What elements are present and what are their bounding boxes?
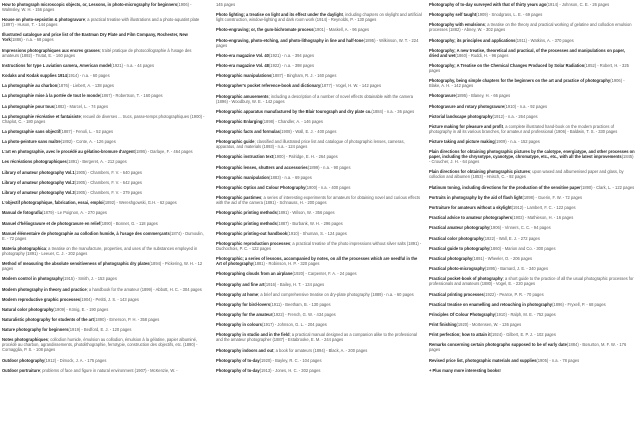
book-entry bbox=[216, 312, 422, 317]
book-title: Photographic Optics and Colour Photography bbox=[216, 185, 306, 190]
book-title: La photographie récréative et fantaisiste bbox=[2, 113, 81, 119]
book-entry bbox=[216, 154, 422, 159]
book-title: Picture taking and picture making bbox=[429, 139, 495, 145]
book-details: (1884) - n.a. - 36 pages bbox=[371, 108, 415, 114]
more-books-note: + Plus many more interesting books! bbox=[429, 367, 501, 373]
book-details: (1920) - Mortensen, W. - 136 pages bbox=[456, 322, 522, 328]
book-title: Plain directions for obtaining photographic pictures bbox=[429, 169, 530, 175]
book-details: (1892) - Wereshgowski, G.H. - 62 pages bbox=[103, 200, 177, 206]
book-title: Photographic printing methods bbox=[216, 210, 277, 216]
book-title: Natural color photography bbox=[2, 306, 54, 312]
book-entry bbox=[429, 114, 635, 119]
book-title: Photographic manipulation bbox=[216, 174, 269, 180]
book-details: ; a practical treatise of the photo impressions without silver salts (1891) - Duchochois, P. C. - 122 pages bbox=[216, 240, 422, 251]
book-title: Photographic amusements bbox=[216, 93, 269, 99]
book-title: Photography for bird-lovers bbox=[216, 301, 271, 307]
book-entry bbox=[2, 368, 208, 373]
book-details: (1883) - n.a. - 69 pages bbox=[269, 174, 312, 180]
book-title: Photography of to-day bbox=[216, 368, 260, 373]
book-details: (1924) - Gilbert, E. P. J. - 102 pages bbox=[490, 332, 556, 338]
book-entry bbox=[216, 332, 422, 342]
book-details: ; classified and illustrated price list and catalogue of photographic lenses, cameras, apparatus, and materials (1893) - n.a. - 124 pages bbox=[216, 139, 405, 150]
book-entry bbox=[2, 190, 208, 195]
book-entry bbox=[2, 129, 208, 134]
book-title: L'objectif photographique, fabrication, essai, emploi bbox=[2, 200, 104, 206]
book-title: Photo-engraving, photo-etching, and photo-lithography in line and half-tone bbox=[216, 37, 364, 43]
book-title: Naturalistic photography for students of the art bbox=[2, 317, 94, 323]
book-entry bbox=[2, 180, 208, 185]
book-details: (1905) - Chambers, F. V. - 640 pages bbox=[74, 169, 142, 175]
book-details: (1912) - Lambert, F. C. - 122 pages bbox=[511, 205, 576, 210]
book-entry bbox=[216, 348, 422, 353]
book-entry bbox=[2, 261, 208, 271]
book-entry bbox=[216, 241, 422, 251]
book-title: Photographic instruction text bbox=[216, 154, 274, 160]
book-entry bbox=[429, 2, 635, 7]
book-details: (1922) - n.a. - 398 pages bbox=[268, 62, 314, 68]
book-details: (1921) - n.a. - 394 pages bbox=[268, 52, 314, 58]
book-details: (1882) - Marcel, L. - 74 pages bbox=[54, 103, 109, 109]
book-title: Photography, being simple chapters for the beginners on the art and practice of photography bbox=[429, 78, 611, 84]
book-details: (1898) - Guerin, F. W. - 72 pages bbox=[522, 194, 583, 200]
book-title: Picture making for pleasure and profit bbox=[429, 123, 503, 129]
book-details: (1900) - n.a. - 400 pages bbox=[305, 185, 351, 190]
book-details: (1909) - n.a. - 152 pages bbox=[494, 139, 540, 145]
book-entry bbox=[429, 256, 635, 261]
book-entry bbox=[429, 332, 635, 337]
book-entry bbox=[216, 271, 422, 276]
book-title: Photographic apparatus manufactured by the Blair tourograph and dry plate co. bbox=[216, 108, 372, 114]
book-entry bbox=[2, 307, 208, 312]
book-title: Photography indoors and out bbox=[216, 347, 274, 353]
book-entry bbox=[2, 210, 208, 215]
book-details: (1890) - Bonnet, G. - 118 pages bbox=[100, 220, 158, 226]
book-entry bbox=[216, 129, 422, 134]
book-entry bbox=[2, 48, 208, 58]
book-title: House on photo-sepsistim & photogravure bbox=[2, 17, 86, 23]
book-details: (1887) - Fenoli, L. - 52 pages bbox=[60, 128, 114, 134]
book-details: ; a series of interesting experiments for amateurs for obtaining novel and curious effects with the aid of the camera (1891) - Schnauss, H. - 200 pages bbox=[216, 195, 421, 206]
book-title: Platinum toning, including directions for the production of the sensitive paper bbox=[429, 184, 581, 190]
book-details: (1860) - Marion and Co. - 300 pages bbox=[489, 245, 556, 251]
book-entry bbox=[2, 114, 208, 124]
book-entry bbox=[216, 165, 422, 170]
book-details: (1905) - Chambers, F. V. - 642 pages bbox=[74, 179, 142, 185]
book-entry bbox=[216, 12, 422, 22]
book-title: Modern control in photography bbox=[2, 276, 63, 282]
book-details: (1876) - Liebert, A. - 138 pages bbox=[57, 83, 114, 89]
book-entry bbox=[429, 358, 635, 363]
book-entry bbox=[2, 358, 208, 363]
book-title: Photographic printing-out handbook bbox=[216, 230, 288, 236]
book-details: (1895) - Wilkinson, W. T. - 224 pages bbox=[216, 37, 419, 48]
book-title: Photographer's pocket reference-book and dictionary bbox=[216, 83, 321, 89]
book-details: ; problems of face and figure in natural environment (1907) - McKenzie, W. - bbox=[39, 367, 178, 373]
book-title: How to photograph microscopic objects, or, Lessons, in photo-micrography for beginners bbox=[2, 2, 178, 7]
book-title: Print finishing bbox=[429, 322, 457, 328]
book-entry bbox=[2, 32, 208, 42]
book-title: Instructions for type L aviation camera, American model bbox=[2, 62, 112, 68]
book-entry bbox=[2, 221, 208, 226]
book-title: Practical guide to photography bbox=[429, 245, 490, 251]
book-title: Library of amateur photography Vol.3 bbox=[2, 190, 75, 195]
book-entry bbox=[2, 63, 208, 68]
book-entry bbox=[2, 317, 208, 322]
book-title: Photography self taught bbox=[429, 12, 477, 18]
book-details: (1919) - Bedford, E. J. - 120 pages bbox=[68, 327, 132, 333]
book-entry bbox=[429, 312, 635, 317]
book-entry bbox=[2, 200, 208, 205]
book-title: Practical photo-micrography bbox=[429, 266, 485, 272]
book-title: Les récréations photographiques bbox=[2, 159, 67, 165]
book-entry bbox=[216, 358, 422, 363]
book-title: Modern photography in theory and practice bbox=[2, 286, 87, 292]
book-details: ; upon waxed and albumenised paper and glass, by collodion and albumen (1853) - Hnisch, C. - 92 pages bbox=[429, 169, 624, 180]
book-title: Photographic; a series of lessons, accompanied by notes, on all the processes which are needful in the Art of photography bbox=[216, 256, 418, 267]
book-entry bbox=[429, 149, 635, 164]
book-title: La photographie sans objectif bbox=[2, 128, 61, 134]
book-details: (1910) - Ralph, M. E. - 752 pages bbox=[494, 311, 556, 317]
book-entry bbox=[2, 231, 208, 241]
book-title: Practical color photography bbox=[429, 235, 484, 241]
book-title: Practical advice to amateur photographers bbox=[429, 215, 513, 221]
book-title: Photography; its principles and applications bbox=[429, 37, 516, 43]
book-title: Photography and fine art bbox=[216, 281, 265, 287]
book-entry bbox=[2, 139, 208, 144]
book-entry bbox=[2, 287, 208, 292]
book-details: (1877) - Vogel, H. W. - 142 pages bbox=[320, 83, 382, 89]
book-title: Photographic manipulations bbox=[216, 73, 272, 79]
book-details: (1881) - Robinson, H. P. - 320 pages bbox=[253, 261, 320, 267]
book-title: Manual de fotografía bbox=[2, 210, 43, 216]
book-entry bbox=[429, 78, 635, 88]
book-entry bbox=[2, 93, 208, 98]
book-entry bbox=[216, 119, 422, 124]
book-details: (1852) - Robert, H. - 325 pages bbox=[429, 62, 629, 73]
book-entry bbox=[216, 38, 422, 48]
book-details: (1891) - Wilson, W. - 356 pages bbox=[276, 210, 335, 216]
book-entry bbox=[429, 63, 635, 73]
book-title: Photogravure and rotary photogravure bbox=[429, 103, 505, 109]
book-entry bbox=[429, 104, 635, 109]
book-details: (1892) - Conte, A. - 126 pages bbox=[60, 139, 116, 145]
book-title: Portraiture for amateurs without a skylight bbox=[429, 205, 512, 210]
book-details: (1922) - French, G. W. - 434 pages bbox=[272, 312, 336, 318]
book-details: (1921) - n.a. - 44 pages bbox=[111, 62, 154, 68]
book-details: (1911) - Watkins, A. - 370 pages bbox=[515, 37, 574, 43]
book-entry bbox=[2, 83, 208, 88]
book-details: (1906) - Blake, A. H. - 142 pages bbox=[429, 78, 625, 89]
book-entry bbox=[216, 221, 422, 226]
book-title: Portraits in photography by the aid of flash light bbox=[429, 194, 523, 200]
book-title: Materia photographica bbox=[2, 245, 46, 251]
book-entry bbox=[429, 266, 635, 271]
book-entry bbox=[216, 231, 422, 236]
book-title: Notes photographiques bbox=[2, 337, 48, 343]
book-entry bbox=[429, 368, 635, 373]
book-details: (1860) - Ruddi, H. - 96 pages bbox=[455, 52, 509, 58]
book-details: (1884) - Bosurton, M. F. W. - 176 pages bbox=[429, 342, 627, 353]
book-entry bbox=[216, 322, 422, 327]
book-title: Library of amateur photography Vol.2 bbox=[2, 179, 75, 185]
book-entry bbox=[429, 276, 635, 286]
book-details: (1914) - n.a. - 60 pages bbox=[66, 72, 110, 78]
book-entry bbox=[2, 337, 208, 352]
book-entry bbox=[2, 73, 208, 78]
book-entry bbox=[429, 236, 635, 241]
book-entry bbox=[2, 246, 208, 256]
book-details: ; traité pratique de photocollographie à l'usage des amateurs (1892) - Trutat, E. - 160 pages bbox=[2, 47, 192, 58]
book-entry bbox=[216, 282, 422, 287]
book-entry bbox=[216, 368, 422, 373]
book-details: (1895) - Barnard, J. E. - 340 pages bbox=[484, 266, 548, 272]
book-title: Illustrated catalogue and price list of the Eastman Dry Plate and Film Company, Rochester, New York bbox=[2, 32, 188, 43]
book-details: (1910) - n.a. - 92 pages bbox=[504, 103, 548, 109]
book-details: (1905) - n.a. - 78 pages bbox=[536, 357, 580, 363]
book-details: (1915) - Smith, J. - 153 pages bbox=[62, 276, 117, 282]
book-entry bbox=[429, 124, 635, 134]
book-title: La photographie au charbon bbox=[2, 83, 58, 89]
book-details: (1909) - König, E. - 190 pages bbox=[53, 306, 109, 312]
book-details: (1912) - Dimock, J. A. - 175 pages bbox=[44, 357, 107, 363]
book-title: Library of amateur photography Vol.1 bbox=[2, 169, 75, 175]
book-details: (1905) - Chambers, F. V. - 379 pages bbox=[74, 190, 142, 195]
book-entry bbox=[216, 73, 422, 78]
book-details: , a complete illustrated hand-book on the modern practices of photography in all its various branches, for amateur and professional (1906) - Baldwin, T. S. - 330 pages bbox=[429, 123, 618, 134]
book-details: ; collodion humide, émulsion au collodion, émulsion à la gélatine, papier albuminé, procédé au charbon, agrandissements, photolithographie, ferrotypie, construction des objectifs, etc. (1890) - Cornagglia, P. S. - 108 pages bbox=[2, 337, 198, 353]
book-details: (1904) - Petitti, J. S. - 143 pages bbox=[80, 296, 139, 302]
book-entry bbox=[429, 12, 635, 17]
book-details: (1886) - n.a. - 68 pages bbox=[10, 37, 54, 43]
book-entry bbox=[216, 94, 422, 104]
book-title: Photo-era magazine Vol. 40 bbox=[216, 52, 269, 58]
book-details: ; a brief and comprehensive treatise on dry-plate photography (1889) - n.a. - 60 pages bbox=[258, 291, 414, 297]
book-entry bbox=[429, 38, 635, 43]
book-title: Photographic facts and formulas bbox=[216, 129, 280, 135]
book-title: Photography in studio and in the field bbox=[216, 332, 290, 338]
book-details: (1887) - Burbank, W. H. - 296 pages bbox=[276, 220, 343, 226]
book-entry bbox=[216, 195, 422, 205]
book-title: Photographic guide bbox=[216, 139, 255, 145]
book-title: Practical photography bbox=[429, 255, 473, 261]
book-details: (1916) - Bailey, H. T. - 134 pages bbox=[264, 281, 325, 287]
book-title: Photography; A new treatise, theoretical and practical, of the processes and manipulations on paper, dried and wet bbox=[429, 47, 626, 58]
book-entry bbox=[2, 297, 208, 302]
book-entry bbox=[429, 205, 635, 210]
book-entry bbox=[2, 17, 208, 27]
book-details: (1906) - Walmsley, W. H. - 156 pages bbox=[2, 2, 192, 12]
catalog-column-1 bbox=[2, 2, 208, 378]
book-entry bbox=[216, 185, 422, 190]
book-entry bbox=[216, 139, 422, 149]
book-details: (1898) - Chandler, A. - 146 pages bbox=[262, 118, 323, 124]
book-entry bbox=[429, 169, 635, 179]
book-title: Photographic Enlarging bbox=[216, 118, 263, 124]
book-title: Outdoor photography bbox=[2, 357, 45, 363]
book-title: Practical pocket-book of photography bbox=[429, 276, 503, 282]
book-title: Photography; A Treatise on the Chemical Changes Produced by Solar Radiation bbox=[429, 62, 585, 68]
book-details: (1867) - Robertson, T. - 160 pages bbox=[100, 93, 163, 99]
book-title: Impressions photographiques aux encres grasses bbox=[2, 47, 100, 53]
book-entry bbox=[429, 292, 635, 297]
book-entry bbox=[216, 2, 422, 7]
book-title: Photography of to-day bbox=[216, 357, 260, 363]
book-title: Photographic lenses, shutters and accessories bbox=[216, 164, 308, 170]
book-title: La photographie pour tous bbox=[2, 103, 55, 109]
book-details: ; including a description of a number of novel effects obtainable with the camera (1896) - Woodbury, W. E. - 142 pages bbox=[216, 93, 413, 104]
book-details: ; a practical manual designed as a companion alike to the professional and the amateur photographer (1887) - Estabrooke, E. M. - 244 pages bbox=[216, 332, 417, 343]
book-title: Photogravure bbox=[429, 93, 456, 99]
book-title: Practical treatise on enamelling and retouching in photography bbox=[429, 301, 553, 307]
book-details: (1922) - Pearce, P. R. - 70 pages bbox=[483, 291, 544, 297]
book-details: (1909) - Snodgrass, L. E. - 69 pages bbox=[476, 12, 543, 18]
book-entry bbox=[216, 210, 422, 215]
book-details: (1887) - Bingham, R. J. - 160 pages bbox=[271, 73, 337, 79]
book-title: Kodaks and Kodak supplies 1914 bbox=[2, 72, 67, 78]
book-title: Photo-era magazine Vol. 48 bbox=[216, 62, 269, 68]
book-details: (1879) - Le Poignon, A. - 270 pages bbox=[42, 210, 107, 216]
book-entry bbox=[429, 93, 635, 98]
book-title: Photography at home bbox=[216, 291, 259, 297]
book-entry bbox=[429, 342, 635, 352]
book-entry bbox=[429, 185, 635, 190]
book-title: Photographic reproduction processes bbox=[216, 240, 291, 246]
book-title: Print perfection; how to attain it bbox=[429, 332, 491, 338]
book-entry bbox=[216, 83, 422, 88]
book-title: Practical printing processes bbox=[429, 291, 484, 297]
book-entry bbox=[216, 175, 422, 180]
book-entry bbox=[216, 27, 422, 32]
book-title: Revised price list, photographic materials and supplies bbox=[429, 357, 537, 363]
book-details: (1906) - Vinners, C. C. - 94 pages bbox=[489, 225, 551, 231]
book-details: ; a practical treatise with illustrations and a photo-aquatint plate (1897) - Huson, T. - 144 pages bbox=[2, 17, 200, 28]
book-title: Remarks concerning certain photographs supposed to be of early date bbox=[429, 342, 567, 348]
book-details: (1912) - n.a. - 264 pages bbox=[492, 113, 538, 119]
book-entry bbox=[216, 63, 422, 68]
book-details: (1874) - Dumoulin, E. - 72 pages bbox=[2, 230, 204, 241]
book-title: Photography for the amateur bbox=[216, 312, 273, 318]
book-title: Principles Of Colour Photography bbox=[429, 311, 495, 317]
book-details: (1902) - Mathieson, H. - 16 pages bbox=[512, 215, 574, 221]
book-entry bbox=[429, 322, 635, 327]
book-entry bbox=[429, 225, 635, 230]
book-details: (1900) - Palridge, E. H. - 264 pages bbox=[273, 154, 338, 160]
book-details: (1890) - Emerson, P. H. - 358 pages bbox=[93, 317, 160, 323]
book-details: (1845) - Croucher, J. H. - 64 pages bbox=[429, 154, 634, 165]
book-entry bbox=[429, 22, 635, 32]
book-details: ; a short guide to the practice of all the usual photographic processes for professionals and amateurs (1880) - Vogel, E. - 220 pages bbox=[429, 276, 634, 287]
book-title: Modern reproductive graphic processes bbox=[2, 296, 81, 302]
book-title: Photo-engraving; or, the gum-bichromate process bbox=[216, 27, 314, 33]
book-title: Pictorial landscape photography bbox=[429, 113, 493, 119]
book-entry bbox=[216, 256, 422, 266]
book-title: Manuel d'héliogravure et de photogravure en relief bbox=[2, 220, 101, 226]
book-details: (1901) - Maskell, A. - 96 pages bbox=[313, 27, 370, 33]
book-details: (1891) - Wheeler, O. - 206 pages bbox=[472, 255, 533, 261]
book-entry bbox=[216, 109, 422, 114]
book-entry bbox=[2, 104, 208, 109]
book-entry bbox=[2, 2, 208, 12]
book-entry bbox=[429, 302, 635, 307]
book-entry bbox=[2, 327, 208, 332]
book-details: (1895) - Darlaye, F. - 464 pages bbox=[134, 149, 193, 155]
book-title: Nature photography for beginners bbox=[2, 327, 69, 333]
book-details: (1914) - Johnson, C. E. - 26 pages bbox=[546, 2, 610, 7]
book-details: ; a handbook for the amateur (1899) - Abbott, H. C. - 304 pages bbox=[86, 286, 202, 292]
book-details: 145 pages bbox=[216, 2, 236, 7]
book-details: (1896) - Fryxell, P. - 68 pages bbox=[552, 301, 606, 307]
book-entry bbox=[216, 292, 422, 297]
book-title: Photographing clouds from an airplane bbox=[216, 271, 293, 277]
book-details: (1920) - Carpenter, F. A. - 24 pages bbox=[292, 271, 357, 277]
book-details: (1890) - Clark, L. - 122 pages bbox=[580, 184, 635, 190]
book-title: La photo-peinture sans maître bbox=[2, 139, 61, 145]
book-title: Method of measuring the absolute sensitiveness of photographic dry plates bbox=[2, 261, 150, 267]
catalog-column-2 bbox=[216, 2, 422, 378]
book-title: Photography with emulsions bbox=[429, 22, 485, 28]
book-details: (1908) - Wall, E. J. - 400 pages bbox=[279, 129, 337, 135]
book-details: (1910) - Shuman, S. - 124 pages bbox=[287, 230, 347, 236]
book-details: (1899) - n.a. - 90 pages bbox=[307, 164, 351, 170]
book-details: , including chapters on skylight and artificial light construction, window-lighting and dark room work (1914) - Reynolds, P. - 130 pages bbox=[216, 12, 422, 23]
book-details: ; a treatise on the manufacture, properties, and uses of the substances employed in photography (1891) - Leeuer, C. J. - 202 pages bbox=[2, 245, 198, 256]
book-entry bbox=[429, 139, 635, 144]
book-details: (1913) - Jones, H. C. - 302 pages bbox=[259, 368, 321, 373]
book-details: (1895) - Blaney, H. - 66 pages bbox=[455, 93, 511, 99]
book-entry bbox=[2, 170, 208, 175]
book-entry bbox=[429, 246, 635, 251]
book-details: (1891) - Bergeret, A. - 212 pages bbox=[66, 159, 127, 165]
book-title: Photography of to-day surveyed with that of thirty years ago bbox=[429, 2, 547, 7]
book-title: Manuel élémentaire de photographie au collodion humide, à l'usage des commerçants bbox=[2, 230, 170, 236]
book-entry bbox=[429, 215, 635, 220]
book-entry bbox=[429, 48, 635, 58]
book-details: (1922) - Wall, E. J. - 272 pages bbox=[483, 235, 540, 241]
book-entry bbox=[216, 53, 422, 58]
book-title: Photographic pastimes bbox=[216, 195, 262, 201]
book-title: L'art en photographie, avec le procédé au gélatino-bromure d'argent bbox=[2, 149, 135, 155]
book-entry bbox=[2, 159, 208, 164]
book-entry bbox=[429, 195, 635, 200]
book-details: (1917) - Johnson, G. L. - 204 pages bbox=[261, 322, 327, 328]
book-entry bbox=[216, 302, 422, 307]
book-details: ; recueil de diverses ... trucs, passe-temps photographiques (1900) - Chaplot, C. - 180 pages bbox=[2, 113, 205, 124]
book-title: Practical amateur photography bbox=[429, 225, 490, 231]
book-details: (1894) - Pickering, W. H. - 12 pages bbox=[2, 261, 203, 272]
book-details: (1920) - Bayley, R. C. - 104 pages bbox=[259, 357, 322, 363]
book-title: Photo lighting; a treatise on light and its effect under the daylight bbox=[216, 12, 343, 18]
book-entry bbox=[2, 149, 208, 154]
book-title: La photographie mise à la portée de tout le monde bbox=[2, 93, 101, 99]
book-entry bbox=[2, 276, 208, 281]
book-details: ; a book for amateurs (1894) - Black, A. - 200 pages bbox=[273, 347, 368, 353]
book-title: Plain directions for obtaining photographic pictures by the calotype, energiatype, and other processes on paper, including the chrysotype, cyanotype, chromatype, etc., etc., with all the latest improvements bbox=[429, 149, 635, 160]
book-title: Photography in colours bbox=[216, 322, 262, 328]
book-details: (1911) - Beetham, B. - 130 pages bbox=[270, 301, 331, 307]
catalog-column-3 bbox=[429, 2, 635, 378]
book-title: Outdoor portraiture bbox=[2, 367, 40, 373]
book-details: ; a treatise on the theory and practical working of gelatine and collodion emulsion processes (1882) - Abney, W. - 302 pages bbox=[429, 22, 632, 33]
book-title: Photographic printing methods bbox=[216, 220, 277, 226]
